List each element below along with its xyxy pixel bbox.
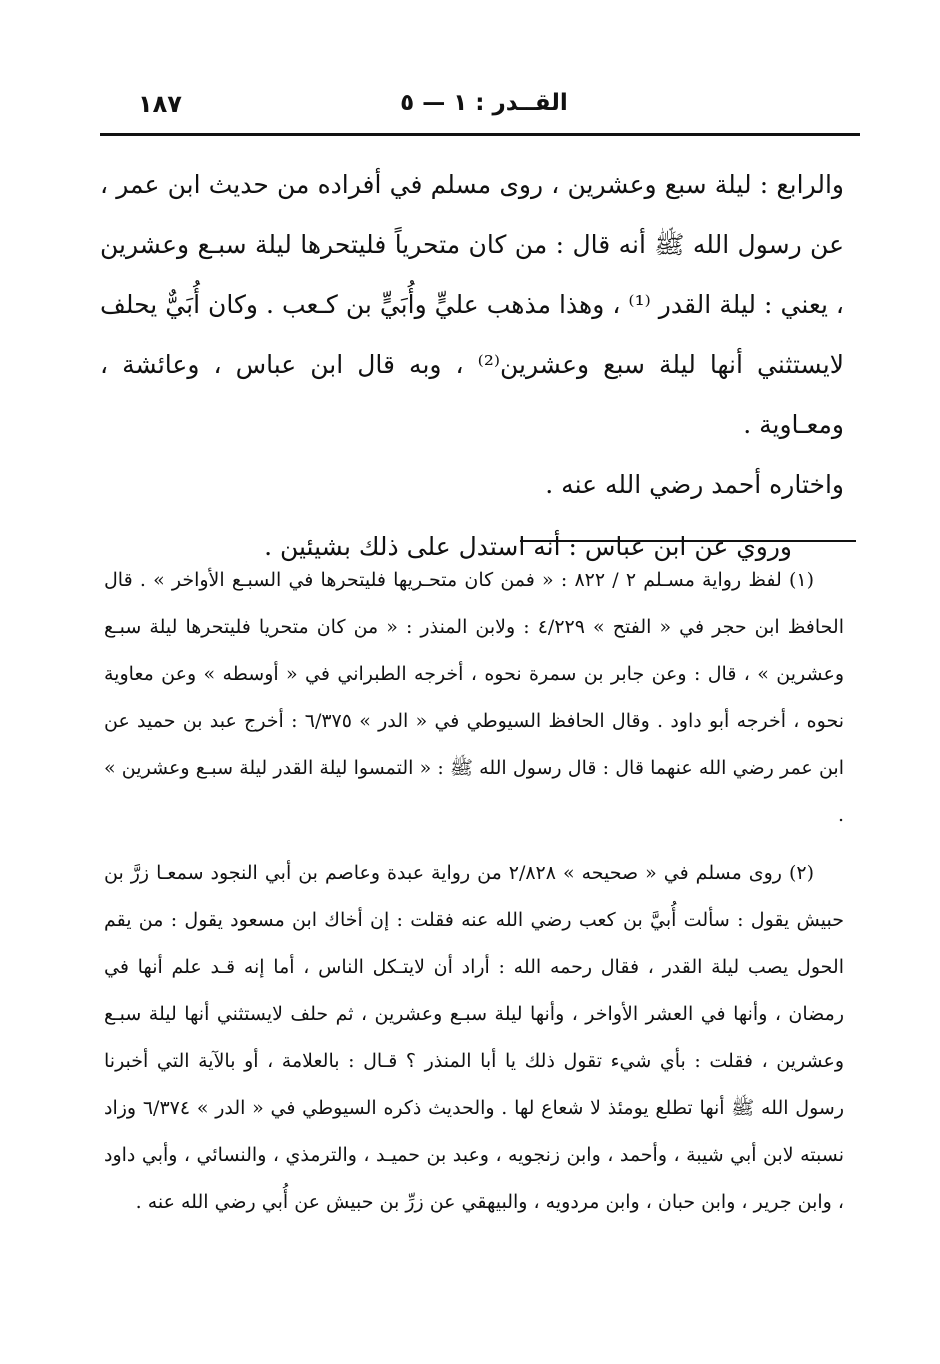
footnote-2	[104, 850, 844, 1226]
footnote-1	[104, 557, 844, 839]
header-rule	[100, 133, 860, 136]
footnote-2-text: (٢) روى مسلم في « صحيحه » ٢/٨٢٨ من رواية عبدة وعاصم بن أبي النجود سمعـا زرَّ بن حبيش يقول : سألت أُبيَّ بن كعب رضي الله عنه فقلت : إن أخاك ابن مسعود يقول : من يقم الحول يصب ليلة القدر ، فقال رحمه الله : أراد أن لايتـكل الناس ، أما إنه قـد علم أنها في رمضان ، وأنها في العشر الأواخر ، وأنها ليلة سبـع وعشرين ، ثم حلف لايستثني أنها ليلة سبـع وعشرين ، فقلت : بأي شيء تقول ذلك يا أبا المنذر ؟ قـال : بالعلامة ، أو بالآية التي أخبرنا رسول الله ﷺ أنها تطلع يومئذ لا شعاع لها . والحديث ذكره السيوطي في « الدر » ٦/٣٧٤ وزاد نسبته لابن أبي شيبة ، وأحمد ، وابن زنجويه ، وعبد بن حميـد ، والترمذي ، والنسائي ، وأبي داود ، وابن جرير ، وابن حبان ، وابن مردويه ، والبيهقي عن زرِّ بن حبيش عن أُبي رضي الله عنه .	[104, 862, 844, 1213]
footnote-1-text: (١) لفظ رواية مسـلم ٢ / ٨٢٢ : « فمن كان متحـريها فليتحرها في السبـع الأواخر » . قال الحافظ ابن حجر في « الفتح » ٤/٢٢٩ : ولابن المنذر : « من كان متحريا فليتحرها ليلة سبـع وعشرين » ، قال : وعن جابر بن سمرة نحوه ، أخرجه الطبراني في « أوسطه » وعن معاوية نحوه ، أخرجه أبو داود . وقال الحافظ السيوطي في « الدر » ٦/٣٧٥ : أخرج عبد بن حميد عن ابن عمر رضي الله عنهما قال : قال رسول الله ﷺ : « التمسوا ليلة القدر ليلة سبـع وعشرين » .	[104, 569, 845, 826]
main-text	[100, 155, 844, 577]
body-paragraph-2: وروي عن ابن عباس : أنه استدل على ذلك بشيئين .	[264, 532, 792, 561]
footnote-rule	[520, 540, 856, 542]
page-header	[120, 90, 848, 126]
body-paragraph-1: والرابع : ليلة سبع وعشرين ، روى مسلم في أفراده من حديث ابن عمر ، عن رسول الله ﷺ أنه قال : من كان متحرياً فليتحرها ليلة سبـع وعشرين ، يعني : ليلة القدر ⁽¹⁾ ، وهذا مذهب عليٍّ وأُبَيٍّ بن كـعب . وكان أُبَيٌّ يحلف لايستثني أنها ليلة سبع وعشرين⁽²⁾ ، وبه قال ابن عباس ، وعائشة ، ومعـاوية .	[100, 170, 844, 439]
page-number: ١٨٧	[138, 90, 182, 118]
body-paragraph-1-end: واختاره أحمد رضي الله عنه .	[545, 470, 844, 499]
running-head: القــدر : ١ — ٥	[400, 90, 568, 116]
